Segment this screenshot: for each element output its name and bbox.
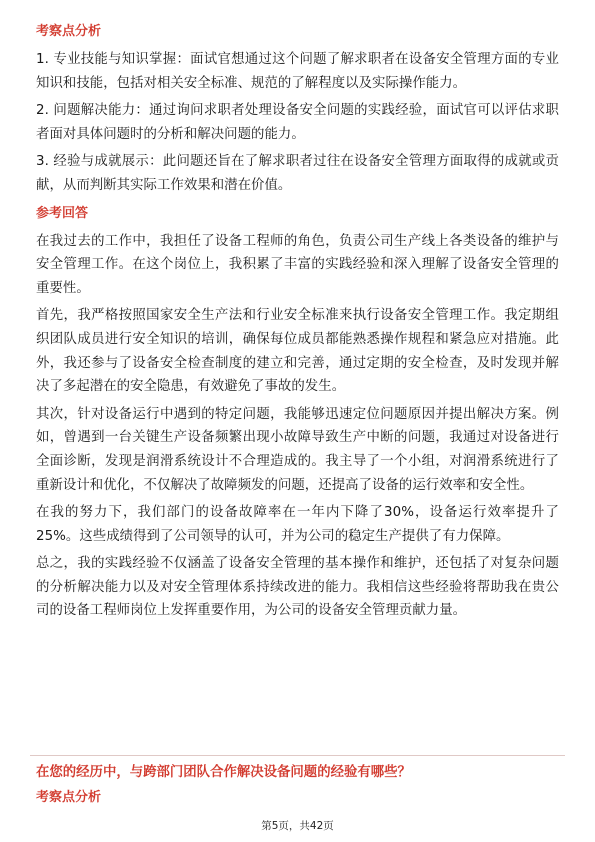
analysis-item-1: 1. 专业技能与知识掌握：面试官想通过这个问题了解求职者在设备安全管理方面的专业知识和技能，包括对相关安全标准、规范的了解程度以及实际操作能力。 [36,52,559,91]
page-number: 第5页，共42页 [261,820,334,832]
analysis-item-3: 3. 经验与成就展示：此问题还旨在了解求职者过往在设备安全管理方面取得的成就或贡献，从而判断其实际工作效果和潜在价值。 [36,154,559,193]
section-divider [30,755,565,756]
answer-paragraph-1: 在我过去的工作中，我担任了设备工程师的角色，负责公司生产线上各类设备的维护与安全管理工作。在这个岗位上，我积累了丰富的实践经验和深入理解了设备安全管理的重要性。 [36,233,559,296]
page-content [36,22,559,627]
analysis-item-2: 2. 问题解决能力：通过询问求职者处理设备安全问题的实践经验，面试官可以评估求职者面对具体问题时的分析和解决问题的能力。 [36,103,559,142]
answer-paragraph-3: 其次，针对设备运行中遇到的特定问题，我能够迅速定位问题原因并提出解决方案。例如，曾遇到一台关键生产设备频繁出现小故障导致生产中断的问题，我通过对设备进行全面诊断，发现是润滑系统设计不合理造成的。我主导了一个小组，对润滑系统进行了重新设计和优化，不仅解决了故障频发的问题，还提高了设备的运行效率和安全性。 [36,406,559,493]
section-title-analysis: 考察点分析 [36,24,102,39]
section-title-reference-answer: 参考回答 [36,205,89,221]
next-question: 在您的经历中，与跨部门团队合作解决设备问题的经验有哪些？ [36,765,411,780]
answer-paragraph-5: 总之，我的实践经验不仅涵盖了设备安全管理的基本操作和维护，还包括了对复杂问题的分析解决能力以及对安全管理体系持续改进的能力。我相信这些经验将帮助我在贵公司的设备工程师岗位上发挥重要作用，为公司的设备安全管理贡献力量。 [36,556,559,619]
answer-paragraph-2: 首先，我严格按照国家安全生产法和行业安全标准来执行设备安全管理工作。我定期组织团队成员进行安全知识的培训，确保每位成员都能熟悉操作规程和紧急应对措施。此外，我还参与了设备安全检查制度的建立和完善，通过定期的安全检查，及时发现并解决了多起潜在的安全隐患，有效避免了事故的发生。 [36,308,559,395]
next-section-title-analysis: 考察点分析 [36,790,102,805]
answer-paragraph-4: 在我的努力下，我们部门的设备故障率在一年内下降了30%，设备运行效率提升了25%。这些成绩得到了公司领导的认可，并为公司的稳定生产提供了有力保障。 [36,505,559,544]
next-question-block [36,762,559,814]
